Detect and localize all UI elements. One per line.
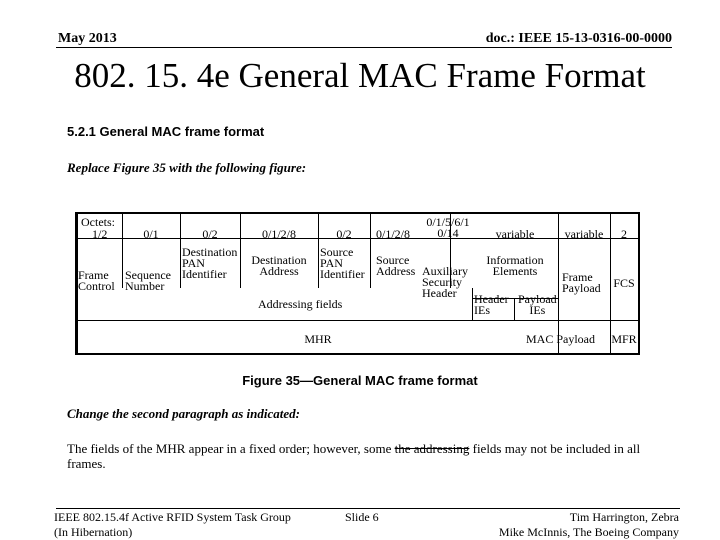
paragraph-struck-text: the addressing (394, 441, 470, 456)
instruction-change: Change the second paragraph as indicated: (67, 406, 300, 421)
frame-format-table (78, 214, 638, 353)
octets-aux-security: 0/1/5/6/1 0/14 (426, 215, 470, 240)
field-header-ies: Header IEs (474, 292, 509, 317)
field-sequence-number: Sequence Number (125, 268, 171, 293)
header-rule (56, 47, 672, 48)
figure-caption: Figure 35—General MAC frame format (242, 373, 478, 388)
footer-left: IEEE 802.15.4f Active RFID System Task Group (In Hibernation) (54, 510, 291, 539)
octets-dest-address: 0/1/2/8 (261, 227, 296, 241)
table-divider (514, 298, 515, 320)
octets-label: Octets: (81, 215, 115, 229)
field-frame-control: Frame Control (78, 268, 115, 293)
table-divider (78, 320, 638, 321)
octets-source-address: 0/1/2/8 (376, 227, 411, 241)
field-payload-ies: Payload IEs (518, 292, 557, 317)
field-fcs: FCS (613, 276, 635, 290)
field-source-address: Source Address (376, 253, 416, 278)
mhr-label: MHR (304, 332, 332, 346)
paragraph-text: The fields of the MHR appear in a fixed order; however, some (67, 441, 395, 456)
table-divider (472, 288, 473, 320)
footer-right: Tim Harrington, Zebra Mike McInnis, The Boeing Company (498, 510, 679, 539)
body-paragraph (67, 441, 667, 471)
octets-sequence-number: 0/1 (143, 227, 159, 241)
addressing-fields-label: Addressing fields (258, 297, 343, 311)
field-source-pan-identifier: Source PAN Identifier (320, 245, 365, 281)
slide-title: 802. 15. 4e General MAC Frame Format (74, 56, 646, 95)
octets-frame-payload: variable (564, 227, 604, 241)
header-date: May 2013 (58, 31, 117, 46)
octets-information-elements: variable (495, 227, 535, 241)
footer-slide-number: Slide 6 (345, 510, 379, 524)
paragraph-text-end: fields may not be included in all frames. (67, 441, 641, 471)
table-divider (180, 214, 181, 288)
table-divider (318, 214, 319, 288)
footer-rule (56, 508, 680, 509)
field-dest-address: Destination Address (251, 253, 307, 278)
octets-fcs: 2 (621, 227, 627, 241)
field-frame-payload: Frame Payload (562, 270, 601, 295)
table-divider (370, 214, 371, 288)
octets-source-pan: 0/2 (336, 227, 352, 241)
header-doc-id: doc.: IEEE 15-13-0316-00-0000 (485, 31, 672, 46)
octets-frame-control: 1/2 (92, 227, 108, 241)
octets-dest-pan: 0/2 (202, 227, 218, 241)
field-dest-pan-identifier: Destination PAN Identifier (182, 245, 238, 281)
section-heading: 5.2.1 General MAC frame format (67, 124, 265, 139)
mfr-label: MFR (611, 332, 637, 346)
field-information-elements: Information Elements (486, 253, 544, 278)
instruction-replace: Replace Figure 35 with the following figure: (67, 160, 307, 175)
mac-payload-label: MAC Payload (526, 332, 595, 346)
table-divider (122, 214, 123, 288)
field-aux-security-header: Auxiliary Security Header (422, 264, 468, 300)
